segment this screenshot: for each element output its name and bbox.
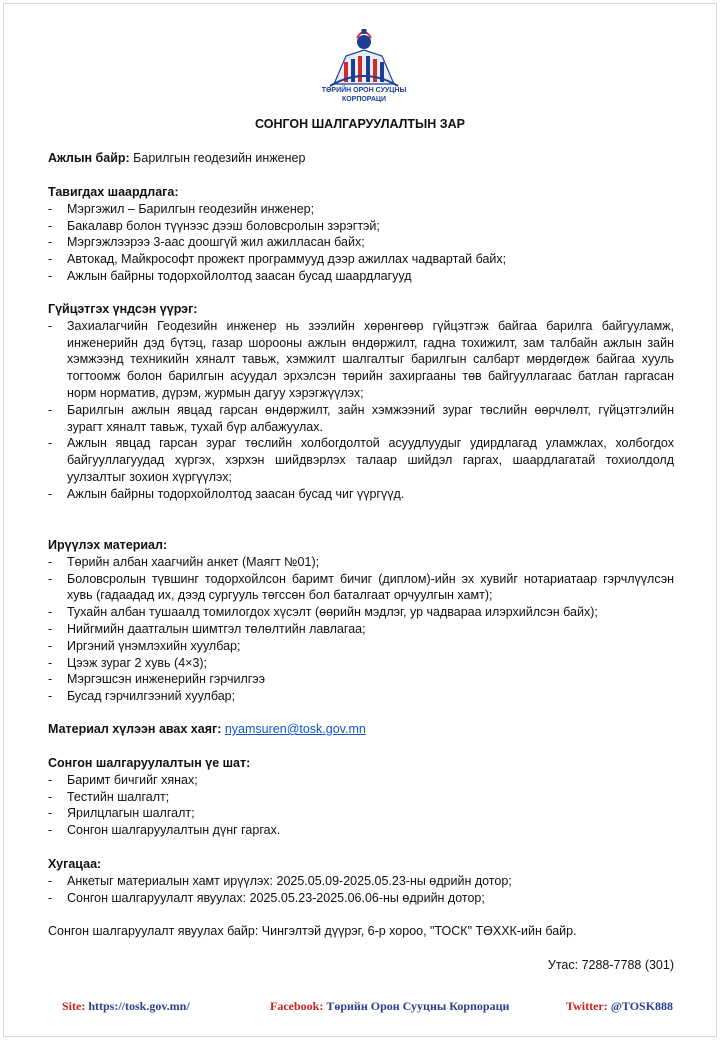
list-item: - Тестийн шалгалт; [48,789,674,806]
logo-caption-line1: ТӨРИЙН ОРОН СУУЦНЫ [321,87,407,94]
position-value: Барилгын геодезийн инженер [133,151,306,165]
position-line [48,150,674,167]
requirements-list [48,201,674,285]
footer-facebook-label: Facebook: [270,999,324,1013]
list-item: - Анкетыг материалын хамт ирүүлэх: 2025.05.09-2025.05.23-ны өдрийн дотор; [48,873,674,890]
stages-section [48,755,674,839]
stages-list [48,772,674,839]
contact-label: Материал хүлээн авах хаяг: [48,722,222,736]
logo-caption [318,86,410,104]
footer-twitter-link[interactable]: @TOSK888 [610,999,674,1013]
list-item: - Баримт бичгийг хянах; [48,772,674,789]
materials-list [48,554,674,705]
list-item: - Ярилцлагын шалгалт; [48,805,674,822]
footer-facebook [270,999,509,1014]
phone-number: Утас: 7288-7788 (301) [547,958,674,972]
materials-heading: Ирүүлэх материал: [48,538,168,552]
page-title: СОНГОН ШАЛГАРУУЛАЛТЫН ЗАР [255,117,465,131]
list-item: - Мэргэжил – Барилгын геодезийн инженер; [48,201,674,218]
email-link[interactable]: nyamsuren@tosk.gov.mn [224,722,366,736]
footer-site-label: Site: [62,999,86,1013]
list-item: - Сонгон шалгаруулалт явуулах: 2025.05.23-2025.06.06-ны өдрийн дотор; [48,890,674,907]
stages-heading: Сонгон шалгаруулалтын үе шат: [48,756,251,770]
list-item: - Иргэний үнэмлэхийн хуулбар; [48,638,674,655]
list-item: - Ажлын явцад гарсан зураг төслийн холбогдолтой асуудлуудыг удирдлагад уламжлах, холбогдох байгууллагуудад хүргэх, хэрхэн шийдвэрлэх талаар шийдэл гаргах, шаардлагатай тохиолдолд уулзалтыг зохион хүргүүлэх; [48,435,674,485]
duties-heading: Гүйцэтгэх үндсэн үүрэг: [48,302,198,316]
logo-caption-line2: КОРПОРАЦИ [341,96,387,103]
contact-line [48,721,674,738]
list-item: - Мэргэшсэн инженерийн гэрчилгээ [48,671,674,688]
list-item: - Захиалагчийн Геодезийн инженер нь зээлийн хөрөнгөөр гүйцэтгэж байгаа барилга байгууламж, инженерийн дэд бүтэц, газар шорооны ажлын өндөржилт, гадна тохижилт, зам талбайн ажлын зайн хэмжээнд техникийн хяналт тавьж, хэмжилт шалгалтыг барилгын салбарт мөрдөгдөж байгаа хууль тогтоомж болон барилгын асуудал эрхэлсэн төрийн захиргааны төв байгууллагаас батлан гаргасан норм норматив, дүрэм, журмын дагуу хэрэгжүүлэх; [48,318,674,402]
list-item: - Боловсролын түвшинг тодорхойлсон баримт бичиг (диплом)-ийн эх хувийг нотариатаар гэрчлүүлсэн хувь (гадаадад их, дээд сургууль төгссөн бол баталгаат орчуулгын хамт); [48,571,674,605]
footer-site [62,999,190,1014]
deadline-section [48,856,674,906]
deadline-heading: Хугацаа: [48,857,102,871]
list-item: - Цээж зураг 2 хувь (4×3); [48,655,674,672]
list-item: - Мэргэжлээрээ 3-аас доошгүй жил ажилласан байх; [48,234,674,251]
list-item: - Сонгон шалгаруулалтын дүнг гаргах. [48,822,674,839]
duties-list [48,318,674,503]
materials-section [48,537,674,705]
footer-twitter-label: Twitter: [566,999,608,1013]
requirements-section [48,184,674,285]
list-item: - Ажлын байрны тодорхойлолтод заасан бусад шаардлагууд [48,268,674,285]
list-item: - Нийгмийн даатгалын шимтгэл төлөлтийн лавлагаа; [48,621,674,638]
list-item: - Барилгын ажлын явцад гарсан өндөржилт, зайн хэмжээний зураг төслийн өөрчлөлт, гүйцэтгэлийн зурагт хяналт тавьж, тухай бүр албажуулах. [48,402,674,436]
position-label: Ажлын байр: [48,151,130,165]
footer-site-link[interactable]: https://tosk.gov.mn/ [88,999,190,1013]
list-item: - Бусад гэрчилгээний хуулбар; [48,688,674,705]
deadline-list [48,873,674,907]
footer-facebook-link[interactable]: Төрийн Орон Сууцны Корпораци [326,999,510,1013]
list-item: - Автокад, Майкрософт прожект программууд дээр ажиллах чадвартай байх; [48,251,674,268]
duties-section [48,301,674,503]
list-item: - Бакалавр болон түүнээс дээш боловсролын зэрэгтэй; [48,218,674,235]
list-item: - Ажлын байрны тодорхойлолтод заасан бусад чиг үүргүүд. [48,486,674,503]
list-item: - Төрийн албан хаагчийн анкет (Маягт №01); [48,554,674,571]
footer-twitter [566,999,673,1014]
list-item: - Тухайн албан тушаалд томилогдох хүсэлт (өөрийн мэдлэг, ур чадвараа илэрхийлсэн байх); [48,604,674,621]
requirements-heading: Тавигдах шаардлага: [48,185,179,199]
venue-line: Сонгон шалгаруулалт явуулах байр: Чингэлтэй дүүрэг, 6-р хороо, "ТОСК" ТӨХХК-ийн байр. [48,924,577,938]
